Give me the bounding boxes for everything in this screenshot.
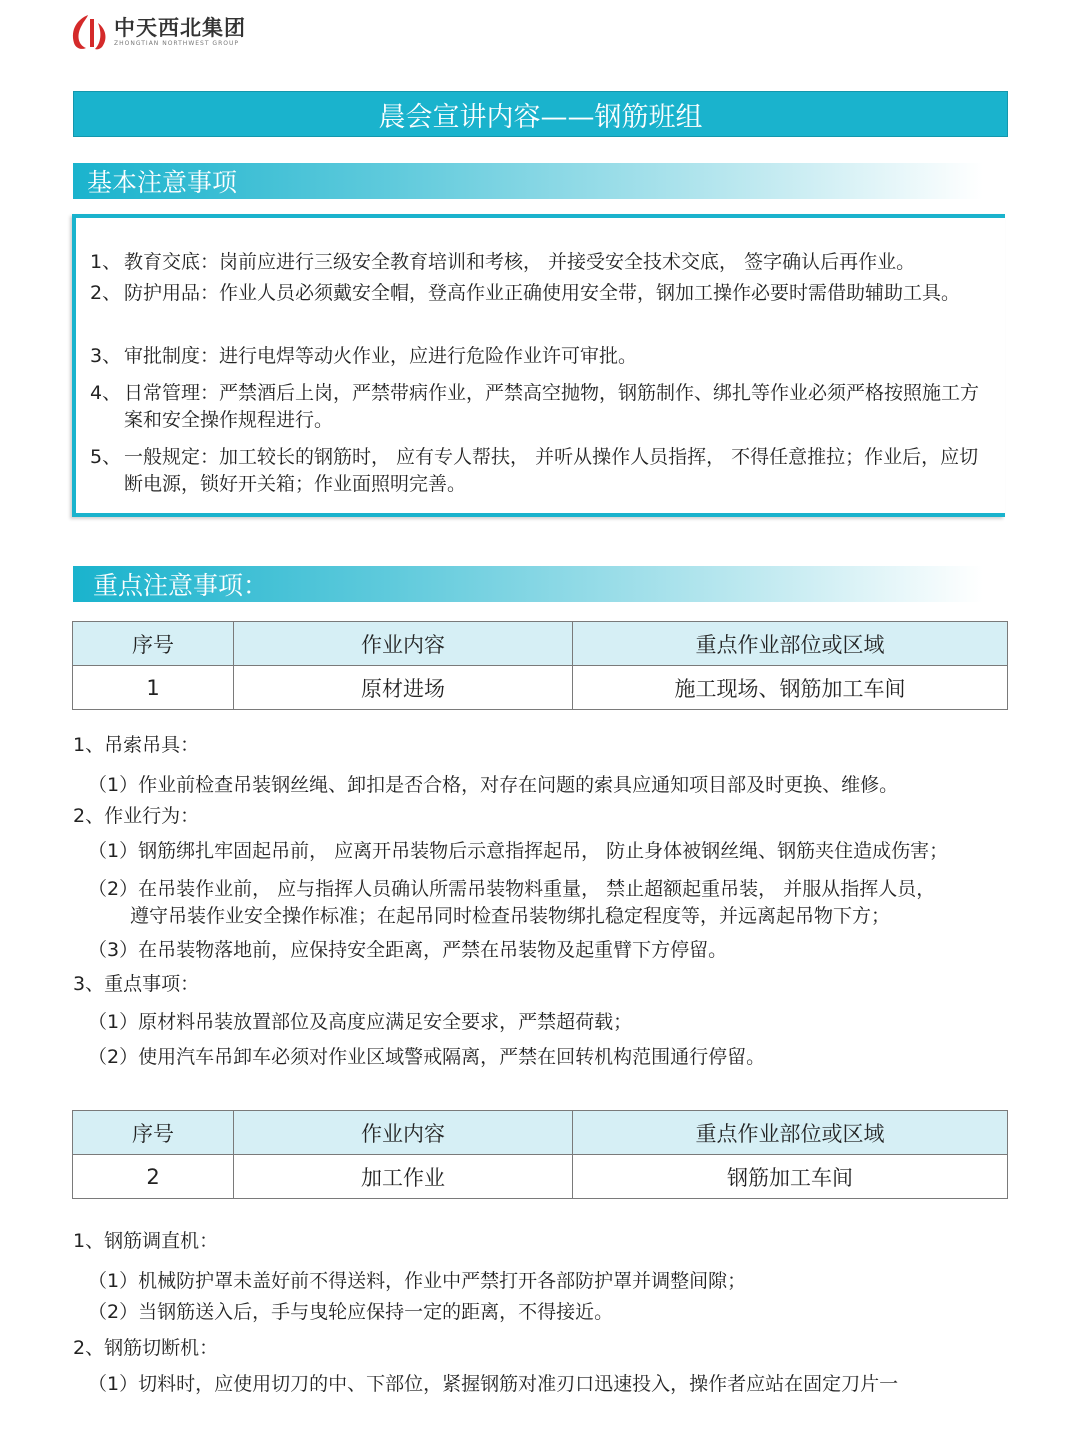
table-header-row (73, 1111, 1008, 1155)
page-title: 晨会宣讲内容——钢筋班组 (378, 101, 703, 133)
list-item: （1）原材料吊装放置部位及高度应满足安全要求，严禁超荷载； (88, 1011, 633, 1033)
company-logo (68, 12, 246, 52)
table-header-content: 作业内容 (234, 1111, 573, 1155)
list-item: （2）当钢筋送入后，手与曳轮应保持一定的距离，不得接近。 (88, 1301, 614, 1323)
subsection-heading: 1、钢筋调直机： (73, 1230, 219, 1252)
basic-rule-item: 4、 日常管理：严禁酒后上岗，严禁带病作业，严禁高空抛物，钢筋制作、绑扎等作业必须严格按照施工方案和安全操作规程进行。 (90, 382, 980, 431)
section-header-key (73, 566, 983, 602)
list-item: （1）切料时，应使用切刀的中、下部位，紧握钢筋对准刃口迅速投入，操作者应站在固定刀片一 (88, 1373, 899, 1395)
subsection-heading: 2、作业行为： (73, 805, 200, 827)
company-logo-icon (68, 13, 110, 51)
table-header-content: 作业内容 (234, 622, 573, 666)
task-table-1 (72, 621, 1008, 710)
list-item: （3）在吊装物落地前，应保持安全距离，严禁在吊装物及起重臂下方停留。 (88, 939, 728, 961)
table-cell-no: 2 (73, 1155, 234, 1199)
task-table-2 (72, 1110, 1008, 1199)
logo-name-en: ZHONGTIAN NORTHWEST GROUP (114, 40, 239, 47)
basic-rule-item: 3、 审批制度：进行电焊等动火作业，应进行危险作业许可审批。 (90, 345, 638, 367)
list-item: （2）使用汽车吊卸车必须对作业区域警戒隔离，严禁在回转机构范围通行停留。 (88, 1046, 766, 1068)
table-cell-area: 钢筋加工车间 (573, 1155, 1008, 1199)
list-item-continuation: 遵守吊装作业安全操作标准；在起吊同时检查吊装物绑扎稳定程度等，并远离起吊物下方； (130, 905, 891, 927)
list-item: （1）钢筋绑扎牢固起吊前， 应离开吊装物后示意指挥起吊， 防止身体被钢丝绳、钢筋夹住造成伤害； (88, 840, 949, 862)
subsection-heading: 2、钢筋切断机： (73, 1337, 219, 1359)
list-item: （2）在吊装作业前， 应与指挥人员确认所需吊装物料重量， 禁止超额起重吊装， 并服从指挥人员， (88, 878, 936, 900)
section-header-key-title: 重点注意事项： (93, 571, 269, 600)
table-cell-content: 原材进场 (234, 666, 573, 710)
table-header-no: 序号 (73, 622, 234, 666)
table-header-area: 重点作业部位或区域 (573, 622, 1008, 666)
table-row (73, 1155, 1008, 1199)
table-header-row (73, 622, 1008, 666)
basic-rule-item: 5、 一般规定：加工较长的钢筋时， 应有专人帮扶， 并听从操作人员指挥， 不得任意推拉；作业后，应切断电源，锁好开关箱；作业面照明完善。 (90, 446, 979, 495)
basic-rule-item: 2、 防护用品：作业人员必须戴安全帽，登高作业正确使用安全带，钢加工操作必要时需借助辅助工具。 (90, 282, 961, 304)
basic-rule-item: 1、 教育交底：岗前应进行三级安全教育培训和考核， 并接受安全技术交底， 签字确认后再作业。 (90, 251, 916, 273)
table-header-no: 序号 (73, 1111, 234, 1155)
table-cell-area: 施工现场、钢筋加工车间 (573, 666, 1008, 710)
subsection-heading: 1、吊索吊具： (73, 734, 200, 756)
section-header-basic-title: 基本注意事项 (87, 168, 238, 197)
section-header-basic (73, 163, 983, 199)
table-header-area: 重点作业部位或区域 (573, 1111, 1008, 1155)
table-row (73, 666, 1008, 710)
logo-name-cn: 中天西北集团 (114, 16, 246, 40)
table-cell-no: 1 (73, 666, 234, 710)
list-item: （1）作业前检查吊装钢丝绳、卸扣是否合格，对存在问题的索具应通知项目部及时更换、维修。 (88, 774, 899, 796)
page-title-banner (73, 91, 1008, 137)
subsection-heading: 3、重点事项： (73, 973, 200, 995)
list-item: （1）机械防护罩未盖好前不得送料，作业中严禁打开各部防护罩并调整间隙； (88, 1270, 747, 1292)
table-cell-content: 加工作业 (234, 1155, 573, 1199)
